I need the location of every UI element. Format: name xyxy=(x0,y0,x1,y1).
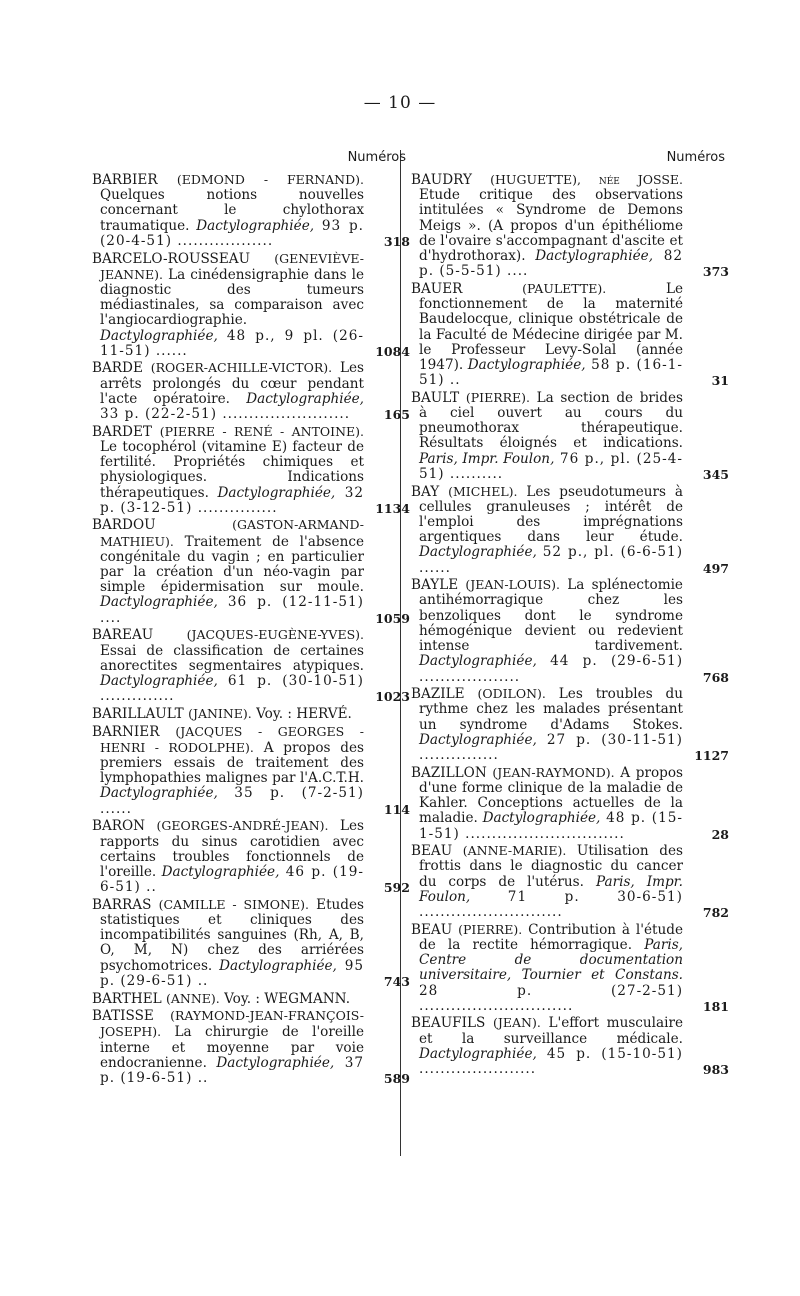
author-given-names: (GENEVIÈVE-JEANNE). xyxy=(100,250,364,282)
entry-format: Dactylographiée, xyxy=(419,1045,537,1062)
entry-text xyxy=(92,424,364,516)
entry-title: Les troubles du rythme chez les malades présentant un syndrome d'Adams Stokes. xyxy=(419,686,684,733)
author-given-names: (MICHEL). xyxy=(448,483,518,499)
entry-number: 589 xyxy=(383,1071,410,1087)
entry-text xyxy=(411,390,683,482)
entry-details: 44 p. (29-6-51) ................... xyxy=(419,653,683,685)
author-surname: BEAU xyxy=(411,843,453,860)
author-surname: BARILLAULT xyxy=(92,705,184,722)
entry-text xyxy=(411,843,683,920)
bibliography-entry xyxy=(92,1008,410,1088)
entry-number: 768 xyxy=(702,669,729,685)
entry-title: Voy. : HERVÉ. xyxy=(256,705,352,722)
author-surname: BAUDRY xyxy=(411,172,472,188)
entry-text xyxy=(92,897,364,989)
entry-number: 1023 xyxy=(375,689,410,705)
bibliography-entry xyxy=(411,922,729,1016)
entry-format: Dactylographiée, xyxy=(100,594,218,611)
entry-format: Paris, Centre de documentation universitaire, Tournier et Constans. xyxy=(419,936,683,984)
entry-number: 373 xyxy=(702,264,729,280)
author-given-names: (ANNE-MARIE). xyxy=(462,843,567,859)
entry-details: 48 p. (15-1-51) .............................. xyxy=(419,810,683,842)
entry-format: Dactylographiée, xyxy=(246,390,364,407)
entry-format: Dactylographiée, xyxy=(535,248,654,265)
author-given-names: (EDMOND - FERNAND). xyxy=(176,172,364,187)
author-given-names: (ANNE). xyxy=(166,990,220,1006)
entry-format: Dactylographiée, xyxy=(419,653,537,670)
author-given-names: (JEAN-LOUIS). xyxy=(465,577,561,593)
entry-text xyxy=(411,922,683,1014)
bibliography-entry xyxy=(92,627,410,706)
entry-number: 345 xyxy=(702,466,729,482)
entry-number: 318 xyxy=(383,233,410,249)
bibliography-entry xyxy=(92,360,410,423)
entry-text xyxy=(411,765,683,842)
entry-details: 46 p. (19-6-51) .. xyxy=(100,863,365,896)
bibliography-entry xyxy=(92,172,410,251)
entry-details: 93 p. (20-4-51) .................. xyxy=(100,217,364,249)
entry-details: 32 p. (3-12-51) ............... xyxy=(100,484,365,516)
bibliography-entry xyxy=(92,991,410,1009)
bibliography-entry xyxy=(92,424,410,518)
entry-format: Dactylographiée, xyxy=(216,1054,335,1071)
entry-text xyxy=(411,686,683,763)
entry-format: Dactylographiée, xyxy=(467,356,586,373)
author-surname: BARDOU xyxy=(92,517,156,534)
bibliography-entry xyxy=(92,251,410,361)
entry-format: Dactylographiée, xyxy=(482,810,601,827)
bibliography-entry xyxy=(411,577,729,686)
author-given-names: (CAMILLE - SIMONE). xyxy=(158,896,309,912)
bibliography-entry xyxy=(92,818,410,897)
page-number: — 10 — xyxy=(363,93,437,113)
entry-number: 497 xyxy=(702,560,729,576)
entry-format: Dactylographiée, xyxy=(219,957,337,974)
author-given-names: (RAYMOND-JEAN-FRANÇOIS-JOSEPH). xyxy=(100,1008,364,1040)
entry-number: 1134 xyxy=(375,500,410,516)
author-surname: BATISSE xyxy=(92,1008,154,1025)
author-given-names: (PIERRE). xyxy=(458,921,523,937)
entry-text xyxy=(92,818,364,895)
entry-title: Le fonctionnement de la maternité Baudelocque, clinique obstétricale de la Faculté de Médecine dirigée par M. le Professeur Levy-Solal (année 1947). xyxy=(419,280,684,373)
column-header: Numéros xyxy=(347,150,406,165)
bibliography-entry xyxy=(411,1015,729,1078)
author-given-names: (JANINE). xyxy=(188,705,252,721)
entry-title: Traitement de l'absence congénitale du vagin ; en particulier par la création d'un néo-vagin par simple épidermisation sur moule. xyxy=(100,533,364,596)
entry-number: 114 xyxy=(383,801,410,817)
author-surname: BEAU xyxy=(411,921,453,938)
entry-text xyxy=(411,281,683,388)
author-given-names: (GASTON-ARMAND-MATHIEU). xyxy=(100,517,364,549)
entry-format: Dactylographiée, xyxy=(217,484,336,501)
author-surname: BAZILE xyxy=(411,686,465,703)
entry-details: 35 p. (7-2-51) ...... xyxy=(100,785,364,817)
entry-title: L'effort musculaire et la surveillance médicale. xyxy=(419,1015,684,1047)
bibliography-entry xyxy=(92,706,410,724)
column-header: Numéros xyxy=(666,150,725,165)
entry-details: 52 p., pl. (6-6-51) ...... xyxy=(419,544,683,576)
author-given-names: (JACQUES-EUGÈNE-YVES). xyxy=(186,627,364,643)
entry-details: 27 p. (30-11-51) ............... xyxy=(419,731,683,764)
author-given-names: (PIERRE). xyxy=(465,389,531,405)
entry-details: 82 p. (5-5-51) .... xyxy=(419,248,683,280)
bibliography-entry xyxy=(411,843,729,922)
author-surname: BARCELO-ROUSSEAU xyxy=(92,250,251,267)
author-surname: BEAUFILS xyxy=(411,1015,486,1032)
entry-format: Dactylographiée, xyxy=(100,673,218,689)
entry-format: Paris, Impr. Foulon, xyxy=(419,450,555,467)
author-surname: BARRAS xyxy=(92,896,152,913)
entry-details: 33 p. (22-2-51) ........................ xyxy=(100,406,351,423)
entry-details: 48 p., 9 pl. (26-11-51) ...... xyxy=(100,327,364,359)
entry-title: Essai de classification de certaines anorectites segmentaires atypiques. xyxy=(100,642,364,674)
entry-details: 36 p. (12-11-51) .... xyxy=(100,594,364,626)
entry-number: 1127 xyxy=(694,748,729,764)
entry-format: Paris, Impr. Foulon, xyxy=(419,873,683,905)
entry-number: 1059 xyxy=(375,610,410,626)
bibliography-entry xyxy=(411,484,729,578)
bibliography-entry xyxy=(411,172,729,281)
author-surname: BAUER xyxy=(411,280,463,297)
author-surname: BARNIER xyxy=(92,723,160,740)
entry-details: 28 p. (27-2-51) ............................. xyxy=(419,982,683,1014)
left-column xyxy=(92,150,410,1088)
author-surname: BAREAU xyxy=(92,627,154,644)
entry-format: Dactylographiée, xyxy=(161,863,280,880)
entry-format: Dactylographiée, xyxy=(419,731,537,748)
entry-text xyxy=(411,172,683,279)
author-given-names: (JEAN). xyxy=(492,1015,541,1031)
author-surname: BAZILLON xyxy=(411,764,487,781)
entry-number: 165 xyxy=(383,407,410,423)
author-given-names: (ODILON). xyxy=(477,686,546,702)
bibliography-entry xyxy=(92,517,410,627)
entry-details: 95 p. (29-6-51) .. xyxy=(100,957,364,989)
entry-format: Dactylographiée, xyxy=(419,544,537,561)
entry-title: Les arrêts prolongés du cœur pendant l'acte opératoire. xyxy=(100,360,364,407)
bibliography-entry xyxy=(411,281,729,390)
entry-title: A propos d'une forme clinique de la maladie de Kahler. Conceptions actuelles de la maladie. xyxy=(419,764,683,827)
author-surname: BAY xyxy=(411,483,440,500)
entry-title: La section de brides à ciel ouvert au cours du pneumothorax thérapeutique. Résultats éloignés et indications. xyxy=(419,389,683,452)
bibliography-entry xyxy=(92,897,410,991)
entry-text xyxy=(92,360,364,422)
author-given-names: (ROGER-ACHILLE-VICTOR). xyxy=(150,360,333,376)
entry-format: Dactylographiée, xyxy=(100,785,218,802)
author-surname: BARTHEL xyxy=(92,990,162,1007)
author-surname: BARBIER xyxy=(92,172,158,188)
author-given-names: (PAULETTE). xyxy=(522,280,607,296)
entry-title: Quelques notions nouvelles concernant le chylothorax traumatique. xyxy=(100,187,364,234)
entry-text xyxy=(92,517,364,625)
bibliography-entry xyxy=(92,724,410,819)
entry-details: 71 p. 30-6-51) ........................... xyxy=(419,888,683,921)
author-surname: BAYLE xyxy=(411,577,459,594)
entry-text xyxy=(92,706,364,722)
author-given-names: (HUGUETTE), née JOSSE. xyxy=(490,172,683,187)
author-given-names: (GEORGES-ANDRÉ-JEAN). xyxy=(156,818,329,834)
entry-title: Voy. : WEGMANN. xyxy=(224,990,351,1007)
entry-details: 37 p. (19-6-51) .. xyxy=(100,1054,364,1087)
entry-text xyxy=(92,724,364,817)
entry-format: Dactylographiée, xyxy=(100,327,218,344)
entry-title: Le tocophérol (vitamine E) facteur de fertilité. Propriétés chimiques et physiologiques. Indications thérapeutiques. xyxy=(100,438,364,501)
entry-text xyxy=(92,1008,364,1086)
bibliography-entry xyxy=(411,390,729,484)
entry-number: 743 xyxy=(383,973,410,989)
entry-title: La chirurgie de l'oreille interne et moyenne par voie endocranienne. xyxy=(100,1024,364,1071)
entry-text xyxy=(92,251,364,359)
author-surname: BARON xyxy=(92,818,146,835)
entry-text xyxy=(92,991,364,1007)
entry-number: 782 xyxy=(702,905,729,921)
entry-text xyxy=(92,172,364,249)
right-column xyxy=(411,150,729,1079)
author-surname: BARDE xyxy=(92,360,143,377)
entry-text xyxy=(411,484,683,576)
entry-number: 592 xyxy=(383,880,410,896)
author-surname: BARDET xyxy=(92,423,152,440)
entry-title: Utilisation des frottis dans le diagnostic du cancer du corps de l'utérus. xyxy=(419,843,683,890)
entry-details: 76 p., pl. (25-4-51) .......... xyxy=(419,450,683,482)
author-given-names: (JEAN-RAYMOND). xyxy=(492,764,615,780)
author-given-names: (PIERRE - RENÉ - ANTOINE). xyxy=(159,423,364,439)
entry-number: 983 xyxy=(702,1062,729,1078)
entry-number: 28 xyxy=(711,826,729,842)
entry-number: 181 xyxy=(702,998,729,1014)
entry-number: 31 xyxy=(711,373,729,389)
entry-format: Dactylographiée, xyxy=(196,217,315,234)
entry-title: A propos des premiers essais de traitement des lymphopathies malignes par l'A.C.T.H. xyxy=(100,739,365,787)
bibliography-entry xyxy=(411,765,729,844)
entry-number: 1084 xyxy=(375,343,410,359)
author-surname: BAULT xyxy=(411,389,460,406)
bibliography-entry xyxy=(411,686,729,765)
entry-title: La splénectomie antihémorragique chez les benzoliques dont le syndrome hémogénique devient ou redevient intense tardivement. xyxy=(419,577,683,655)
entry-details: 58 p. (16-1-51) .. xyxy=(419,356,683,389)
entry-title: Les rapports du sinus carotidien avec certains troubles fonctionnels de l'oreille. xyxy=(100,818,364,880)
entry-text xyxy=(92,627,364,704)
entry-title: Etude critique des observations intitulées « Syndrome de Demons Meigs ». (A propos d'un épithéliome de l'ovaire s'accompagnant d'ascite et d'hydrothorax). xyxy=(419,187,683,265)
entry-title: La cinédensigraphie dans le diagnostic des tumeurs médiastinales, sa comparaison avec l'angiocardiographie. xyxy=(100,266,364,329)
entry-text xyxy=(411,577,683,684)
entry-text xyxy=(411,1015,683,1077)
entry-title: Contribution à l'étude de la rectite hémorragique. xyxy=(419,921,683,953)
entry-details: 45 p. (15-10-51) ...................... xyxy=(419,1045,683,1078)
author-given-names: (JACQUES - GEORGES - HENRI - RODOLPHE). xyxy=(100,723,364,755)
entry-details: 61 p. (30-10-51) .............. xyxy=(100,673,364,705)
entry-title: Etudes statistiques et cliniques des incompatibilités sanguines (Rh, A, B, O, M, N) chez des arriérées psychomotrices. xyxy=(100,896,365,974)
entry-title: Les pseudotumeurs à cellules granuleuses ; intérêt de l'emploi des imprégnations argentiques dans leur étude. xyxy=(419,483,683,546)
